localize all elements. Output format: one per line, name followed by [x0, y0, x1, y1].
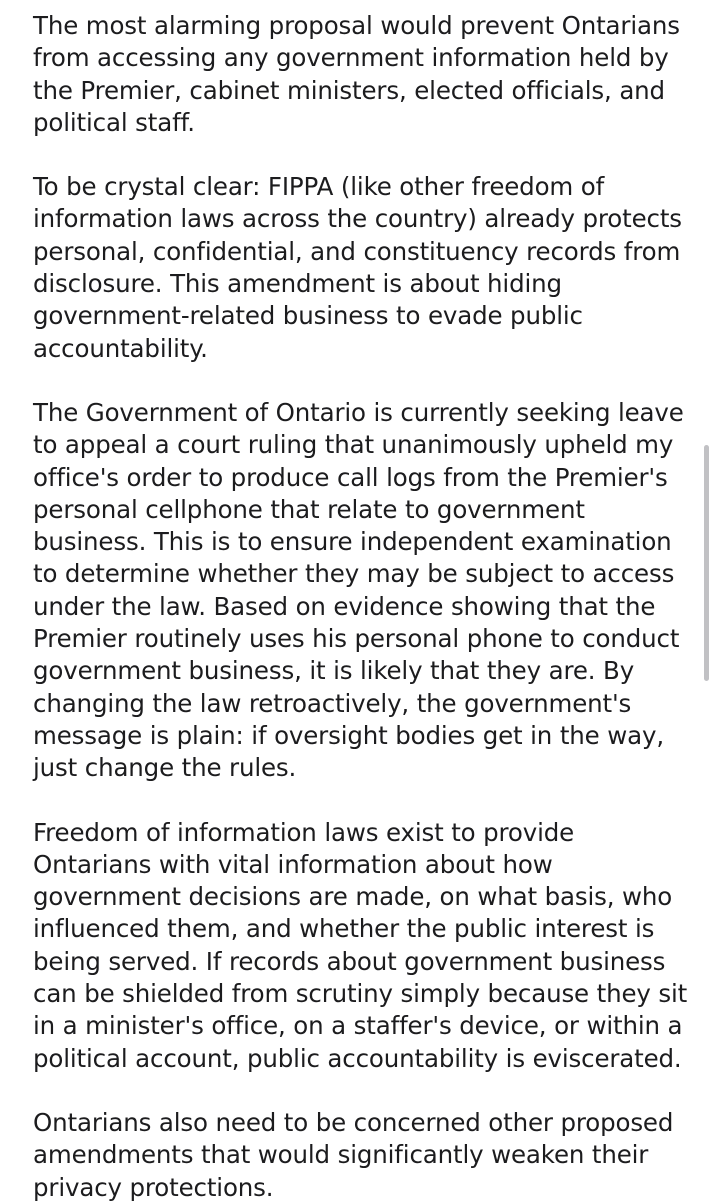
paragraph-freedom-of-information: Freedom of information laws exist to provide Ontarians with vital information about how government decisions are made, on what basis, who influenced them, and whether the public interest is being served. If records about government business can be shielded from scrutiny simply because they sit in a minister's office, on a staffer's device, or within a political account, public accountability is eviscerated. — [33, 817, 688, 1073]
paragraph-alarming-proposal: The most alarming proposal would prevent Ontarians from accessing any government information held by the Premier, cabinet ministers, elected officials, and political staff. — [33, 11, 680, 137]
paragraph-leave-to-appeal: The Government of Ontario is currently seeking leave to appeal a court ruling that unanimously upheld my office's order to produce call logs from the Premier's personal cellphone that relate to government business. This is to ensure independent examination to determine whether they may be subject to access under the law. Based on evidence showing that the Premier routinely uses his personal phone to conduct government business, it is likely that they are. By changing the law retroactively, the government's message is plain: if oversight bodies get in the way, just change the rules. — [33, 397, 684, 783]
document-body — [33, 10, 697, 1204]
paragraph-privacy-concerns: Ontarians also need to be concerned other proposed amendments that would significantly weaken their privacy protections. — [33, 1107, 674, 1202]
paragraph-crystal-clear: To be crystal clear: FIPPA (like other freedom of information laws across the country) already protects personal, confidential, and constituency records from disclosure. This amendment is about hiding government-related business to evade public accountability. — [33, 172, 682, 363]
scroll-indicator[interactable] — [704, 445, 709, 681]
